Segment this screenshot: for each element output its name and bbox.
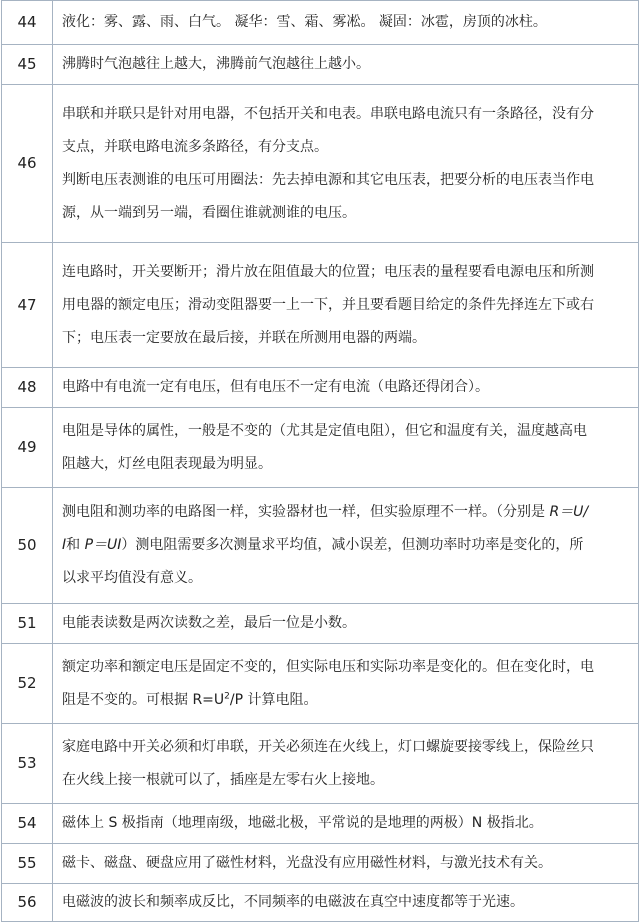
table-row	[2, 884, 639, 922]
row-number: 52	[2, 644, 53, 724]
row-number: 47	[2, 243, 53, 368]
table-row	[2, 644, 639, 724]
row-content: 家庭电路中开关必须和灯串联，开关必须连在火线上，灯口螺旋要接零线上，保险丝只 在火线上接一根就可以了，插座是左零右火上接地。	[53, 724, 639, 804]
table-row	[2, 604, 639, 644]
table-row	[2, 243, 639, 368]
row-content: 电阻是导体的属性，一般是不变的（尤其是定值电阻），但它和温度有关，温度越高电 阻越大，灯丝电阻表现最为明显。	[53, 408, 639, 488]
row-number: 46	[2, 85, 53, 243]
row-content: 液化：雾、露、雨、白气。 凝华：雪、霜、雾凇。 凝固：冰雹，房顶的冰柱。	[53, 1, 639, 45]
row-number: 45	[2, 45, 53, 85]
table-row	[2, 844, 639, 884]
row-number: 50	[2, 488, 53, 604]
row-number: 48	[2, 368, 53, 408]
row-number: 44	[2, 1, 53, 45]
table-row	[2, 408, 639, 488]
row-number: 51	[2, 604, 53, 644]
row-number: 56	[2, 884, 53, 922]
row-number: 49	[2, 408, 53, 488]
table-row	[2, 85, 639, 243]
row-content: 电能表读数是两次读数之差，最后一位是小数。	[53, 604, 639, 644]
row-content: 测电阻和测功率的电路图一样，实验器材也一样，但实验原理不一样。（分别是 R＝U/ I和 P＝UI）测电阻需要多次测量求平均值，减小误差，但测功率时功率是变化的，所 以求平均值没有意义。	[53, 488, 639, 604]
formula-power: P＝UI	[84, 537, 122, 553]
row-content: 连电路时，开关要断开；滑片放在阻值最大的位置；电压表的量程要看电源电压和所测 用电器的额定电压；滑动变阻器要一上一下，并且要看题目给定的条件先择连左下或右 下；电压表一定要放在最后接，并联在所测用电器的两端。	[53, 243, 639, 368]
row-content: 电路中有电流一定有电压，但有电压不一定有电流（电路还得闭合）。	[53, 368, 639, 408]
row-content: 电磁波的波长和频率成反比，不同频率的电磁波在真空中速度都等于光速。	[53, 884, 639, 922]
row-content: 串联和并联只是针对用电器，不包括开关和电表。串联电路电流只有一条路径，没有分 支点，并联电路电流多条路径，有分支点。 判断电压表测谁的电压可用圈法：先去掉电源和其它电压表，把要分析的电压表当作电 源，从一端到另一端，看圈住谁就测谁的电压。	[53, 85, 639, 243]
row-number: 55	[2, 844, 53, 884]
row-content: 磁体上 S 极指南（地理南级，地磁北极，平常说的是地理的两极）N 极指北。	[53, 804, 639, 844]
table-row	[2, 488, 639, 604]
notes-table	[1, 0, 639, 922]
table-row	[2, 45, 639, 85]
row-number: 53	[2, 724, 53, 804]
row-number: 54	[2, 804, 53, 844]
table-row	[2, 724, 639, 804]
formula-resistance: R＝U/	[549, 504, 589, 520]
table-row	[2, 804, 639, 844]
row-content: 沸腾时气泡越往上越大，沸腾前气泡越往上越小。	[53, 45, 639, 85]
table-row	[2, 1, 639, 45]
row-content: 额定功率和额定电压是固定不变的，但实际电压和实际功率是变化的。但在变化时，电 阻是不变的。可根据 $R=U^2/P$ 计算电阻。	[53, 644, 639, 724]
table-row	[2, 368, 639, 408]
row-content: 磁卡、磁盘、硬盘应用了磁性材料，光盘没有应用磁性材料，与激光技术有关。	[53, 844, 639, 884]
